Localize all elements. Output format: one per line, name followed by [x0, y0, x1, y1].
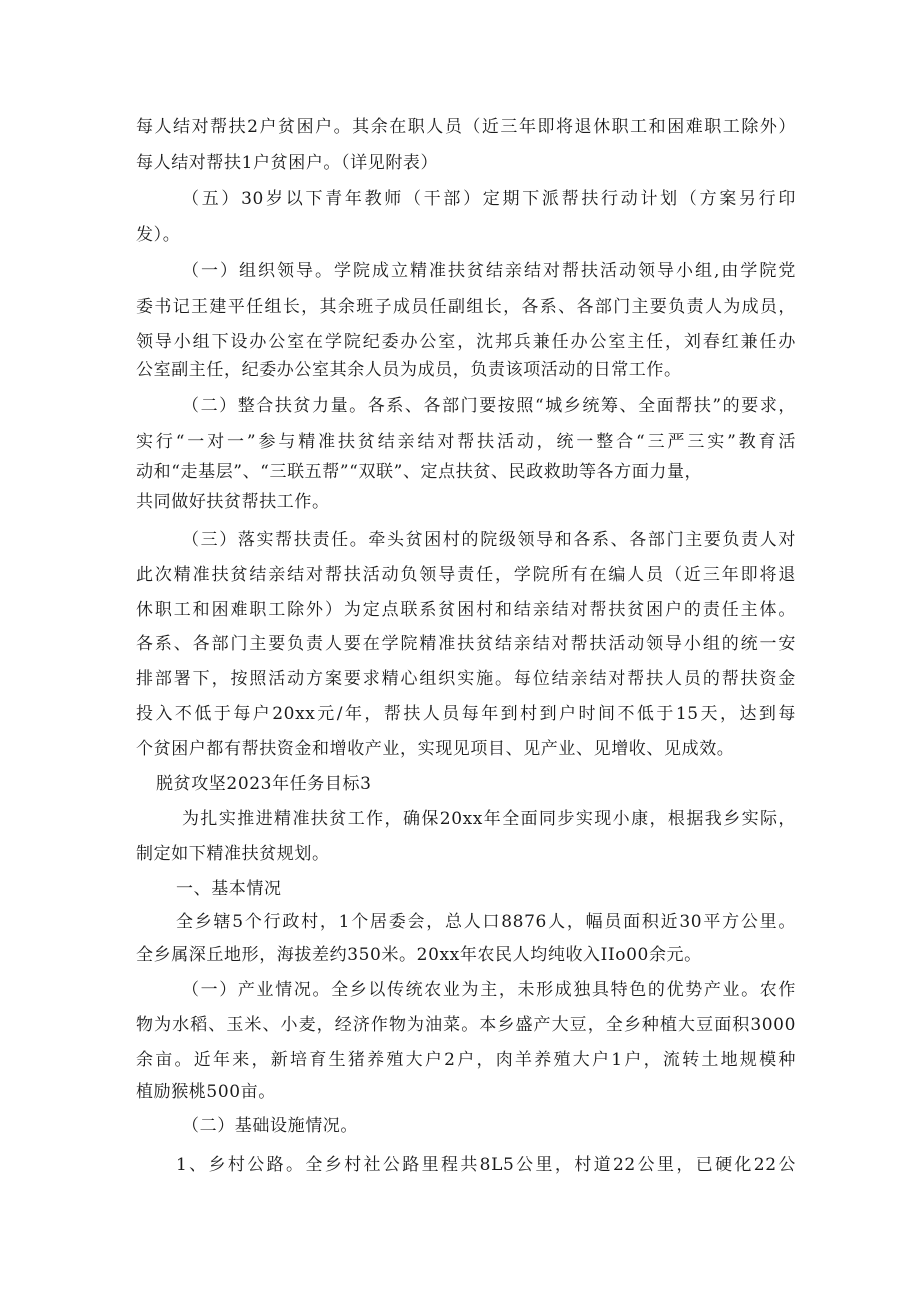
text-line: （一）组织领导。学院成立精准扶贫结亲结对帮扶活动领导小组,由学院党	[182, 261, 796, 281]
text-line: 1、乡村公路。全乡村社公路里程共8L5公里，村道22公里，已硬化22公	[176, 1155, 796, 1175]
text-line: 实行“一对一”参与精准扶贫结亲结对帮扶活动，统一整合“三严三实”教育活	[136, 432, 796, 452]
text-line: 物为水稻、玉米、小麦，经济作物为油菜。本乡盛产大豆，全乡种植大豆面积3000	[136, 1015, 796, 1035]
text-line: （二）基础设施情况。	[182, 1116, 358, 1136]
text-line: 发）。	[136, 225, 181, 245]
section-heading: 一、基本情况	[176, 879, 282, 899]
text-line: 此次精准扶贫结亲结对帮扶活动负领导责任，学院所有在编人员（近三年即将退	[136, 565, 796, 585]
text-line: 投入不低于每户20xx元/年，帮扶人员每年到村到户时间不低于15天，达到每	[136, 704, 796, 724]
text-line: 休职工和困难职工除外）为定点联系贫困村和结亲结对帮扶贫困户的责任主体。	[136, 600, 796, 620]
text-line: 委书记王建平任组长，其余班子成员任副组长，各系、各部门主要负责人为成员，	[136, 297, 796, 317]
text-line: 余亩。近年来，新培育生猪养殖大户2户，肉羊养殖大户1户，流转土地规模种	[136, 1050, 796, 1070]
section-heading: 脱贫攻坚2023年任务目标3	[156, 774, 372, 794]
text-line: （一）产业情况。全乡以传统农业为主，未形成独具特色的优势产业。农作	[182, 980, 796, 1000]
text-line: 动和“走基层”、“三联五帮”“双联”、定点扶贫、民政救助等各方面力量，	[136, 462, 703, 482]
text-line: 共同做好扶贫帮扶工作。	[136, 492, 330, 512]
text-line: 为扎实推进精准扶贫工作，确保20xx年全面同步实现小康，根据我乡实际，	[182, 809, 796, 829]
text-line: 全乡属深丘地形，海拔差约350米。20xx年农民人均纯收入IIo00余元。	[136, 945, 702, 965]
text-line: 制定如下精准扶贫规划。	[136, 844, 330, 864]
text-line: 每人结对帮扶1户贫困户。（详见附表）	[136, 153, 439, 173]
text-line: 植励猴桃500亩。	[136, 1082, 276, 1102]
text-line: 各系、各部门主要负责人要在学院精准扶贫结亲结对帮扶活动领导小组的统一安	[136, 634, 796, 654]
text-line: 全乡辖5个行政村，1个居委会，总人口8876人，幅员面积近30平方公里。	[176, 912, 796, 932]
text-line: （五）30岁以下青年教师（干部）定期下派帮扶行动计划（方案另行印	[182, 189, 796, 209]
text-line: （三）落实帮扶责任。牵头贫困村的院级领导和各系、各部门主要负责人对	[182, 530, 796, 550]
text-line: 排部署下，按照活动方案要求精心组织实施。每位结亲结对帮扶人员的帮扶资金	[136, 669, 796, 689]
text-line: 公室副主任，纪委办公室其余人员为成员，负责该项活动的日常工作。	[136, 360, 682, 380]
text-line: 领导小组下设办公室在学院纪委办公室，沈邦兵兼任办公室主任，刘春红兼任办	[136, 332, 796, 352]
text-line: 每人结对帮扶2户贫困户。其余在职人员（近三年即将退休职工和困难职工除外）	[136, 117, 796, 137]
text-line: 个贫困户都有帮扶资金和增收产业，实现见项目、见产业、见增收、见成效。	[136, 739, 735, 759]
text-line: （二）整合扶贫力量。各系、各部门要按照“城乡统筹、全面帮扶”的要求，	[182, 396, 796, 416]
